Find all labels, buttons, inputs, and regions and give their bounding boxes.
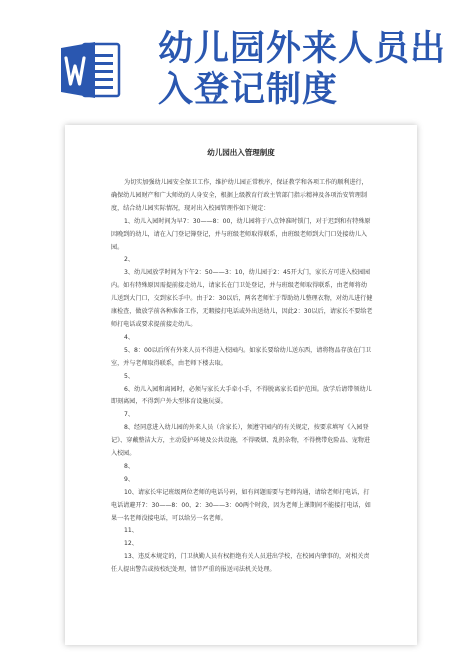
paragraph: 8、 bbox=[124, 462, 134, 470]
document-page bbox=[65, 125, 417, 645]
paragraph: 2、 bbox=[124, 256, 134, 264]
paragraph: 13、违反本规定的，门卫执勤人员有权拒绝有关人员进出学校，在校园内肇事的，对相关责任人提出警告或按校纪处理，情节严重的报送司法机关处理。 bbox=[111, 553, 370, 574]
paragraph: 4、 bbox=[124, 333, 134, 341]
banner bbox=[0, 0, 474, 118]
document-title: 幼儿园出入管理制度 bbox=[207, 148, 275, 157]
paragraph: 10、请家长牢记班级两位老师的电话号码，如有问题需要与老师沟通，请给老师打电话，打电话请避开7：30——8：00、2：30——3：00两个时段，因为老师上课期间不能接打电话，如果一名老师没接电话，可以给另一名老师。 bbox=[111, 488, 371, 522]
paragraph: 为切实加强幼儿园安全保卫工作，维护幼儿园正常秩序，保证教学和各项工作的顺利进行，确保幼儿园财产和广大师幼的人身安全，根据上级教育行政主管部门指示精神及各项治安管理制度，结合幼儿园实际情况，现对出入校园管理作如下规定： bbox=[111, 179, 368, 212]
document-body bbox=[111, 177, 373, 577]
banner-title: 幼儿园外来人员出入登记制度 bbox=[158, 28, 447, 110]
paragraph: 1、幼儿入园时间为早7：30——8：00，幼儿园将于八点钟准时锁门，对于迟到和有特殊原因晚到的幼儿，请在入门登记簿登记，并与班级老师取得联系，由班级老师到大门口处接幼儿入园。 bbox=[111, 217, 371, 251]
paragraph: 9、 bbox=[124, 475, 134, 483]
paragraph: 5、8：00以后所有外来人员不得进入校园内。如家长要给幼儿送东西，请将物品存放在门卫室，并与老师取得联系，由老师下楼去取。 bbox=[111, 346, 372, 367]
paragraph: 12、 bbox=[124, 540, 138, 548]
paragraph: 6、幼儿入园和离园时，必须与家长大手牵小手，不得脱离家长看护范围。放学后请带领幼儿即刻离园，不得到户外大型体育设施玩耍。 bbox=[111, 385, 372, 406]
word-document-icon bbox=[61, 40, 123, 100]
paragraph: 11、 bbox=[124, 527, 138, 535]
paragraph: 3、幼儿园放学时间为下午2：50——3：10，幼儿园于2：45开大门，家长方可进入校园园内。如有特殊原因需提前接走幼儿，请家长在门卫处登记，并与班级老师取得联系，由老师将幼儿送到大门口，交到家长手中。由于2：30以后，两名老师忙于帮助幼儿整理衣物，对幼儿进行健康检查，做放学前各种准备工作，无暇接打电话或外出送幼儿，因此2：30以后，请家长不要给老师打电话或要求提前接走幼儿。 bbox=[111, 269, 373, 328]
paragraph: 5、 bbox=[124, 372, 134, 380]
paragraph: 8、经同意进入幼儿园的外来人员（含家长），须遵守园内的有关规定，按要求填写《入园登记》、穿戴整洁大方，主动爱护环境及公共设施，不得吸烟、乱扔杂物，不得携带危险品、宠物进入校园。 bbox=[111, 424, 370, 458]
paragraph: 7、 bbox=[124, 411, 134, 419]
